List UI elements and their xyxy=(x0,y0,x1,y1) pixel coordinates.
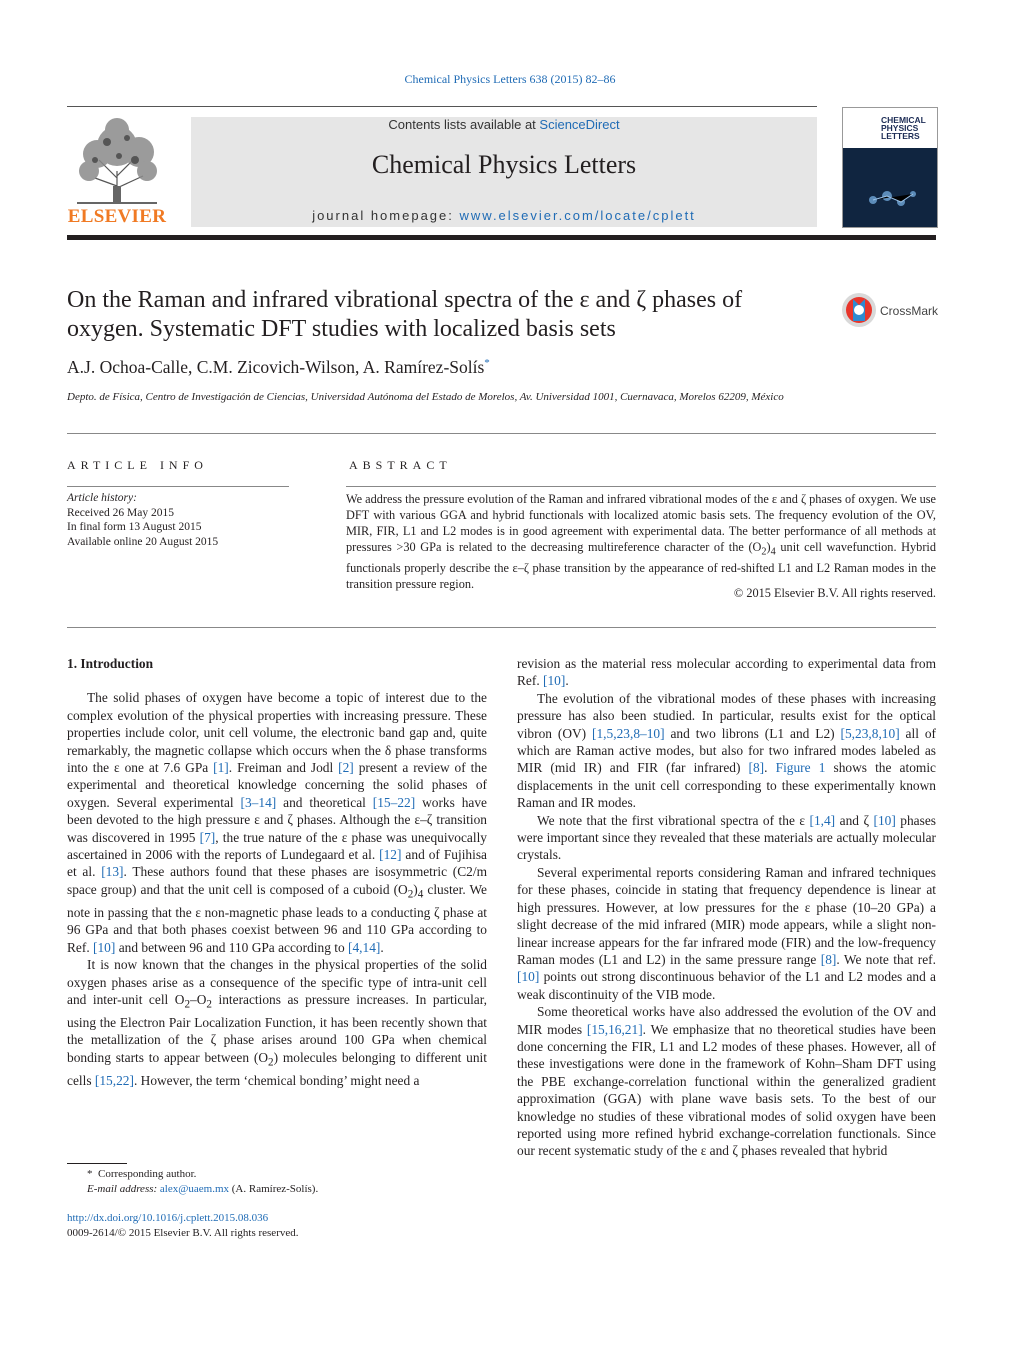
ref-link[interactable]: [10] xyxy=(543,673,566,689)
homepage-link[interactable]: www.elsevier.com/locate/cplett xyxy=(459,208,696,223)
intro-paragraph-2-cont: revision as the material ress molecular according to experimental data from Ref. [10]. xyxy=(517,656,936,689)
ref-link[interactable]: [10] xyxy=(873,812,896,828)
abstract-rule xyxy=(346,486,936,487)
doi-link[interactable]: http://dx.doi.org/10.1016/j.cplett.2015.08.036 xyxy=(67,1212,269,1224)
cover-molecule-art xyxy=(843,148,937,227)
corresponding-author-mark[interactable]: * xyxy=(484,357,490,370)
intro-paragraph-6: Some theoretical works have also addressed the evolution of the OV and MIR modes [15,16,21]. We emphasize that no theoretical studies have been done concerning the FIR, L1 and L2 modes of these phases. However, all of these investigations were done in the framework of Kohn–Sham DFT using the PBE exchange-correlation functional within the generalized gradient approximation (GGA) with plane wave basis sets. To the best of our knowledge no studies of these vibrational modes of solid oxygen have been reported using more refined hybrid exchange-correlation functionals. Since our recent systematic study of the ε and ζ phases revealed that hybrid xyxy=(517,1004,936,1159)
online-date: Available online 20 August 2015 xyxy=(67,535,219,548)
ref-link[interactable]: [3–14] xyxy=(240,794,277,810)
email-link[interactable]: alex@uaem.mx xyxy=(159,1183,229,1195)
ref-link[interactable]: [15–22] xyxy=(372,794,416,810)
introduction-heading: 1. Introduction xyxy=(67,656,154,671)
issn-line: 0009-2614/© 2015 Elsevier B.V. All rights reserved. xyxy=(67,1227,299,1239)
ref-link[interactable]: [1] xyxy=(213,760,229,776)
intro-paragraph-4: We note that the first vibrational spectra of the ε [1,4] and ζ [10] phases were important since they revealed that these materials are actually molecular crystals. xyxy=(517,812,936,863)
ref-link[interactable]: [1,4] xyxy=(809,812,836,828)
homepage-line: journal homepage: www.elsevier.com/locate/cplett xyxy=(312,208,696,223)
doi-block xyxy=(67,1211,299,1241)
ref-link[interactable]: [15,22] xyxy=(94,1072,134,1088)
figure-link[interactable]: Figure 1 xyxy=(775,760,826,776)
elsevier-wordmark: ELSEVIER xyxy=(67,206,167,227)
article-history xyxy=(67,491,218,549)
crossmark-label[interactable]: CrossMark xyxy=(880,304,939,318)
ref-link[interactable]: [8] xyxy=(820,951,837,967)
journal-cover-thumbnail[interactable] xyxy=(842,107,938,228)
abstract-copyright: © 2015 Elsevier B.V. All rights reserved. xyxy=(733,586,936,600)
sciencedirect-link[interactable]: ScienceDirect xyxy=(539,117,620,132)
ref-link[interactable]: [4,14] xyxy=(348,939,381,955)
journal-citation[interactable]: Chemical Physics Letters 638 (2015) 82–86 xyxy=(404,72,616,86)
intro-paragraph-1: The solid phases of oxygen have become a topic of interest due to the complex evolution of the physical properties with increasing pressure. These properties include color, unit cell volume, the electronic band gap and, quite remarkably, the magnetic collapse which occurs when the δ phase transforms into the ε one at 7.6 GPa [1]. Freiman and Jodl [2] present a review of the experimental and theoretical knowledge concerning the solid phases of oxygen. Several experimental [3–14] and theoretical [15–22] works have been devoted to the high pressure ε and ζ phases. Although the ε–ζ transition was discovered in 1995 [7], the true nature of the ε phase was unequivocally ascertained in 2006 with the reports of Lundegaard et al. [12] and of Fujihisa et al. [13]. These authors found that these phases are isosymmetric (C2/m space group) and that the unit cell is composed of a cuboid $(O_2)_4$ cluster. We note in passing that the ε non-magnetic phase leads to a conducting ζ phase at 96 GPa and that both phases coexist between 96 and 110 GPa according to Ref. [10] and between 96 and 110 GPa according to [4,14]. xyxy=(67,690,488,955)
ref-link[interactable]: [7] xyxy=(199,829,216,845)
article-title: On the Raman and infrared vibrational spectra of the ε and ζ phases of oxygen. Systematic DFT studies with localized basis sets xyxy=(67,287,743,342)
header-rule xyxy=(67,106,817,107)
article-info-rule xyxy=(67,486,289,487)
journal-title: Chemical Physics Letters xyxy=(371,150,637,179)
intro-paragraph-2: It is now known that the changes in the physical properties of the solid oxygen phases arise as a consequence of the specific type of intra-unit cell and inter-unit cell $O_2-O_2$ interactions as pressure increases. In particular, using the Electron Pair Localization Function, it has been recently shown that the metallization of the ζ phase arises around 100 GPa when chemical bonding starts to appear between $(O_2)$ molecules belonging to different unit cells [15,22]. However, the term ‘chemical bonding’ might need a xyxy=(67,957,488,1088)
abstract-text: We address the pressure evolution of the Raman and infrared vibrational modes of the ε and ζ phases of oxygen. We use DFT with various GGA and hybrid functionals with localized atomic basis sets. The frequency evolution of the OV, MIR, FIR, L1 and L2 modes is in good agreement with experimental data. The better performance of all methods at pressures >30 GPa is related to the decreasing multireference character of the $(O_2)_4$ unit cell wavefunction. Hybrid functionals properly describe the ε–ζ phase transition by the appearance of red-shifted L1 and L2 Raman modes in the transition pressure region. xyxy=(346,492,936,592)
body-column-left xyxy=(67,655,487,1089)
ref-link[interactable]: [1,5,23,8–10] xyxy=(592,725,665,741)
final-form-date: In final form 13 August 2015 xyxy=(67,521,202,533)
ref-link[interactable]: [10] xyxy=(93,939,116,955)
contents-line: Contents lists available at ScienceDirect xyxy=(388,117,620,132)
section-rule xyxy=(67,433,936,434)
footnote: * Corresponding author. E-mail address: alex@uaem.mx (A. Ramírez-Solís). xyxy=(87,1168,319,1195)
ref-link[interactable]: [15,16,21] xyxy=(586,1021,643,1037)
intro-paragraph-5: Several experimental reports considering Raman and infrared techniques for these phases, coincide in stating that frequency dependence is linear at high pressures. However, at low pressures for the ε phase (10–20 GPa) a slight decrease of the mid infrared (MIR) mode appears, while a slight non-linear increase appears for the far infrared mode (FIR) and the low-frequency Raman modes (L1 and L2) in the same pressure range [8]. We note that ref. [10] points out strong discontinuous behavior of the L1 and L2 modes and a weak discontinuity of the VIB mode. xyxy=(517,864,936,1002)
ref-link[interactable]: [8] xyxy=(748,760,765,776)
footnote-rule xyxy=(67,1163,127,1164)
footnote-mark: * xyxy=(87,1168,93,1180)
received-date: Received 26 May 2015 xyxy=(67,506,174,519)
history-label: Article history: xyxy=(67,492,137,504)
affiliation: Depto. de Física, Centro de Investigación de Ciencias, Universidad Autónoma del Estado de Morelos, Av. Universidad 1001, Cuernavaca, Morelos 62209, México xyxy=(67,391,784,403)
cover-title: CHEMICAL PHYSICS LETTERS xyxy=(881,115,926,141)
article-info-heading: ARTICLE INFO xyxy=(67,458,208,472)
header-thick-rule xyxy=(67,235,936,240)
body-column-right xyxy=(517,655,936,1160)
author-list: A.J. Ochoa-Calle, C.M. Zicovich-Wilson, A. Ramírez-Solís* xyxy=(67,357,490,377)
section-rule-bottom xyxy=(67,627,936,628)
intro-paragraph-3: The evolution of the vibrational modes of these phases with increasing pressure has also been studied. In particular, results exist for the optical vibron (OV) [1,5,23,8–10] and two librons (L1 and L2) [5,23,8,10] all of which are Raman active modes, but also for two infrared modes labeled as MIR (mid IR) and FIR (far infrared) [8]. Figure 1 shows the atomic displacements in the unit cell corresponding to these experimentally known Raman and IR modes. xyxy=(517,690,937,811)
abstract-heading: ABSTRACT xyxy=(349,458,452,472)
ref-link[interactable]: [12] xyxy=(379,847,402,863)
ref-link[interactable]: [5,23,8,10] xyxy=(840,725,900,741)
ref-link[interactable]: [13] xyxy=(101,864,124,880)
ref-link[interactable]: [2] xyxy=(338,760,354,776)
ref-link[interactable]: [10] xyxy=(517,969,540,985)
